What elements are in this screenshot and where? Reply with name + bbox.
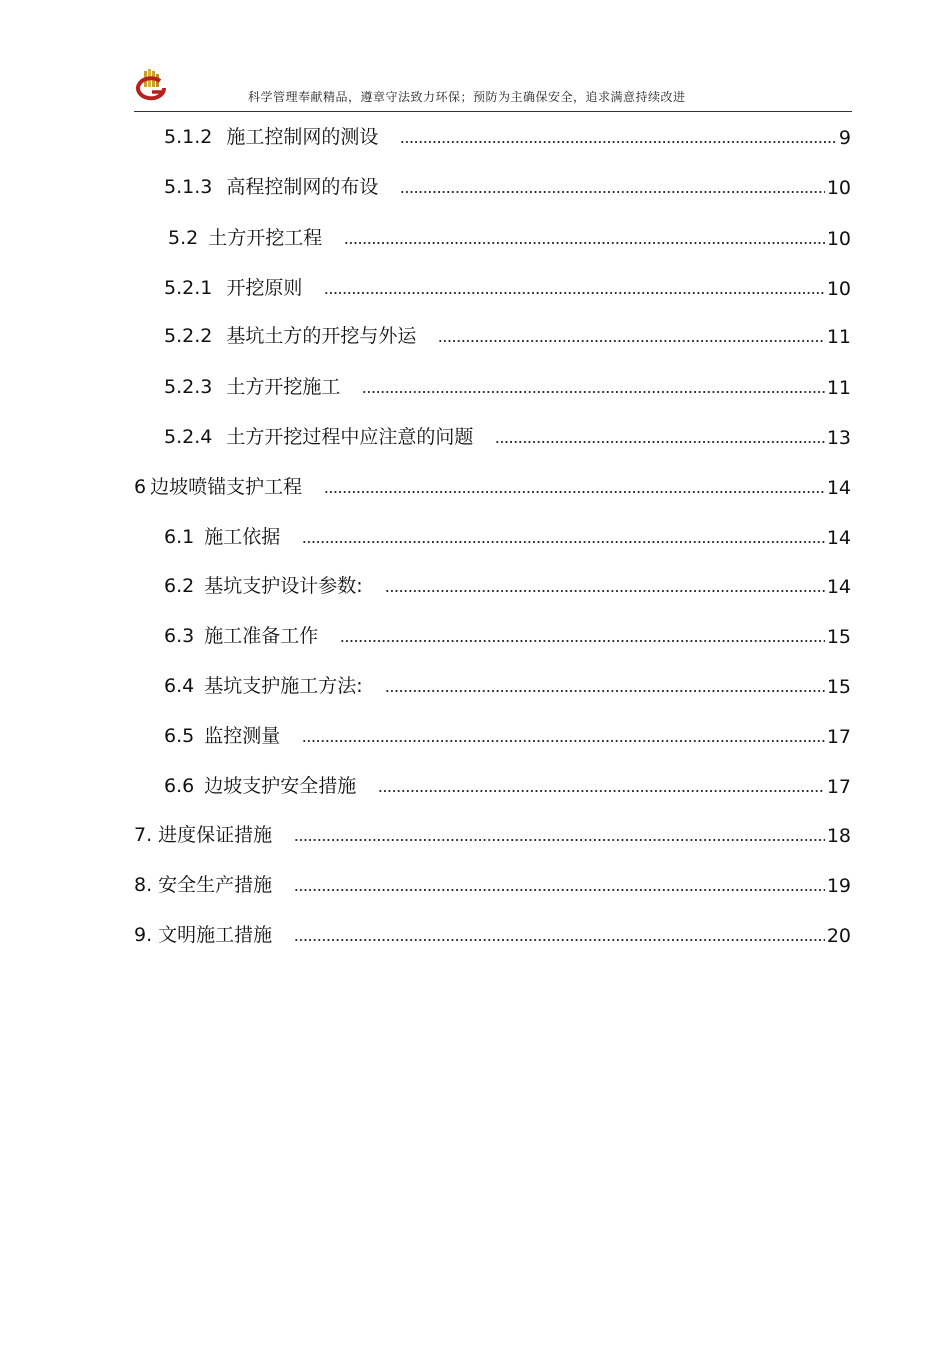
toc-entry-title: 5.2.2 基坑土方的开挖与外运 — [164, 325, 417, 347]
toc-page-number: 14 — [826, 477, 851, 499]
toc-entry-title: 5.2.4 土方开挖过程中应注意的问题 — [164, 426, 474, 448]
toc-entry-title: 7. 进度保证措施 — [134, 824, 273, 846]
toc-page-number: 15 — [826, 626, 851, 648]
toc-leader-dots — [294, 887, 825, 893]
toc-leader-dots — [438, 338, 824, 344]
toc-page-number: 11 — [826, 377, 851, 399]
toc-page-number: 10 — [826, 278, 851, 300]
toc-leader-dots — [324, 489, 825, 495]
page-header — [134, 66, 852, 110]
toc-page-number: 11 — [826, 326, 851, 348]
toc-page-number: 15 — [826, 676, 851, 698]
toc-entry[interactable] — [164, 772, 851, 798]
toc-page-number: 20 — [826, 925, 851, 947]
toc-entry-title: 8. 安全生产措施 — [134, 874, 273, 896]
toc-leader-dots — [340, 638, 825, 644]
toc-entry[interactable] — [164, 622, 851, 648]
toc-page-number: 10 — [826, 177, 851, 199]
toc-entry[interactable] — [164, 523, 851, 549]
toc-leader-dots — [344, 240, 825, 246]
toc-page-number: 17 — [826, 776, 851, 798]
toc-leader-dots — [495, 439, 824, 445]
toc-entry[interactable] — [164, 123, 851, 149]
toc-page-number: 9 — [838, 127, 851, 149]
toc-entry-title: 6.3 施工准备工作 — [164, 625, 319, 647]
toc-page-number: 17 — [826, 726, 851, 748]
toc-entry-title: 9. 文明施工措施 — [134, 924, 273, 946]
toc-entry-title: 6.4 基坑支护施工方法: — [164, 675, 363, 697]
toc-entry-title: 6 边坡喷锚支护工程 — [134, 476, 303, 498]
toc-entry-title: 6.1 施工依据 — [164, 526, 281, 548]
toc-leader-dots — [400, 189, 824, 195]
toc-entry-title: 5.1.3 高程控制网的布设 — [164, 176, 379, 198]
toc-entry-title: 5.2 土方开挖工程 — [168, 227, 323, 249]
toc-leader-dots — [302, 738, 825, 744]
toc-entry-title: 6.5 监控测量 — [164, 725, 281, 747]
toc-page-number: 13 — [826, 427, 851, 449]
toc-entry[interactable] — [164, 373, 851, 399]
toc-leader-dots — [385, 688, 825, 694]
toc-leader-dots — [294, 837, 825, 843]
toc-entry-title: 6.2 基坑支护设计参数: — [164, 575, 363, 597]
toc-entry-title: 5.2.1 开挖原则 — [164, 277, 303, 299]
toc-entry[interactable] — [134, 473, 851, 499]
toc-leader-dots — [378, 788, 825, 794]
toc-page-number: 14 — [826, 527, 851, 549]
toc-entry[interactable] — [164, 423, 851, 449]
toc-page-number: 19 — [826, 875, 851, 897]
toc-entry[interactable] — [168, 224, 851, 250]
toc-page-number: 18 — [826, 825, 851, 847]
toc-entry[interactable] — [134, 871, 851, 897]
toc-entry-title: 6.6 边坡支护安全措施 — [164, 775, 357, 797]
toc-leader-dots — [324, 290, 824, 296]
toc-leader-dots — [302, 539, 825, 545]
header-divider — [134, 111, 852, 112]
company-logo-icon — [134, 68, 168, 102]
toc-entry[interactable] — [164, 722, 851, 748]
toc-entry[interactable] — [164, 672, 851, 698]
toc-entry[interactable] — [164, 173, 851, 199]
toc-entry-title: 5.1.2 施工控制网的测设 — [164, 126, 379, 148]
toc-leader-dots — [400, 139, 837, 145]
toc-entry-title: 5.2.3 土方开挖施工 — [164, 376, 341, 398]
toc-entry[interactable] — [164, 572, 851, 598]
header-motto: 科学管理奉献精品，遵章守法致力环保；预防为主确保安全，追求满意持续改进 — [248, 90, 686, 104]
toc-entry[interactable] — [134, 821, 851, 847]
toc-leader-dots — [362, 389, 824, 395]
toc-leader-dots — [385, 588, 825, 594]
toc-entry[interactable] — [164, 274, 851, 300]
toc-leader-dots — [294, 937, 825, 943]
toc-entry[interactable] — [164, 322, 851, 348]
toc-page-number: 10 — [826, 228, 851, 250]
toc-page-number: 14 — [826, 576, 851, 598]
toc-entry[interactable] — [134, 921, 851, 947]
